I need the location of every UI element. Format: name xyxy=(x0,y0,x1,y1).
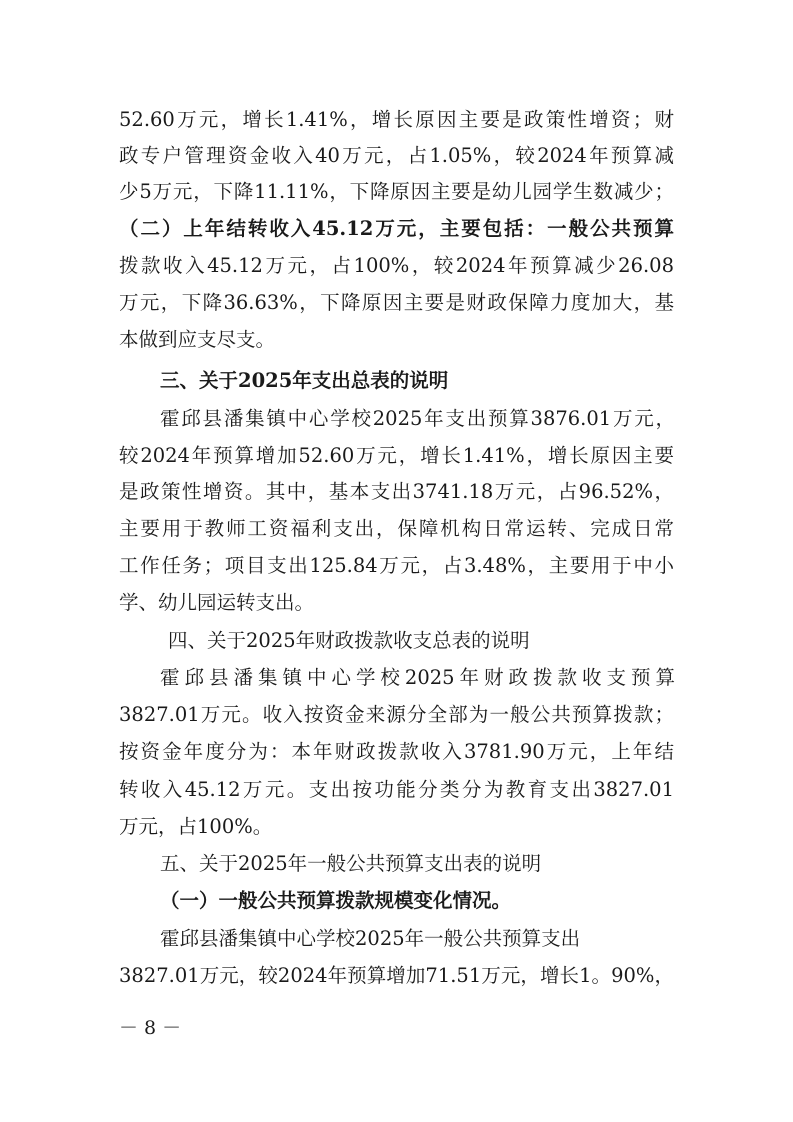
paragraph-line: 3827.01万元，较2024年预算增加71.51万元，增长1。90%， xyxy=(119,964,674,987)
paragraph-line: 霍邱县潘集镇中心学校2025年支出预算3876.01万元， xyxy=(160,407,675,430)
paragraph-line: 按资金年度分为：本年财政拨款收入3781.90万元，上年结 xyxy=(119,740,674,763)
paragraph-line: 主要用于教师工资福利支出，保障机构日常运转、完成日常 xyxy=(119,517,674,540)
paragraph-line: 霍邱县潘集镇中心学校2025年财政拨款收支预算 xyxy=(160,666,675,689)
subsection-heading: （一）一般公共预算拨款规模变化情况。 xyxy=(160,889,512,912)
paragraph-line: 本做到应支尽支。 xyxy=(119,328,276,351)
paragraph-line: 霍邱县潘集镇中心学校2025年一般公共预算支出 xyxy=(160,927,581,950)
section-heading-4: 四、关于2025年财政拨款收支总表的说明 xyxy=(168,629,530,652)
paragraph-line: 学、幼儿园运转支出。 xyxy=(119,591,315,614)
paragraph-line: 万元，占100%。 xyxy=(119,815,273,838)
paragraph-line: 52.60万元，增长1.41%，增长原因主要是政策性增资；财 xyxy=(119,108,674,131)
paragraph-line: 是政策性增资。其中，基本支出3741.18万元，占96.52%， xyxy=(119,480,674,503)
paragraph-line: 政专户管理资金收入40万元，占1.05%，较2024年预算减 xyxy=(119,144,674,167)
paragraph-line: 工作任务；项目支出125.84万元，占3.48%，主要用于中小 xyxy=(119,554,674,577)
section-heading-carryover-income: （二）上年结转收入45.12万元，主要包括：一般公共预算 xyxy=(119,217,674,240)
paragraph-line: 少5万元，下降11.11%，下降原因主要是幼儿园学生数减少； xyxy=(119,180,674,203)
paragraph-line: 较2024年预算增加52.60万元，增长1.41%，增长原因主要 xyxy=(119,444,674,467)
paragraph-line: 转收入45.12万元。支出按功能分类分为教育支出3827.01 xyxy=(119,778,674,801)
paragraph-line: 拨款收入45.12万元，占100%，较2024年预算减少26.08 xyxy=(119,254,674,277)
section-heading-3: 三、关于2025年支出总表的说明 xyxy=(160,369,449,392)
section-heading-5: 五、关于2025年一般公共预算支出表的说明 xyxy=(160,852,542,875)
paragraph-line: 万元，下降36.63%，下降原因主要是财政保障力度加大，基 xyxy=(119,291,674,314)
paragraph-line: 3827.01万元。收入按资金来源分全部为一般公共预算拨款； xyxy=(119,703,674,726)
page-number: － 8 － xyxy=(119,1017,182,1039)
